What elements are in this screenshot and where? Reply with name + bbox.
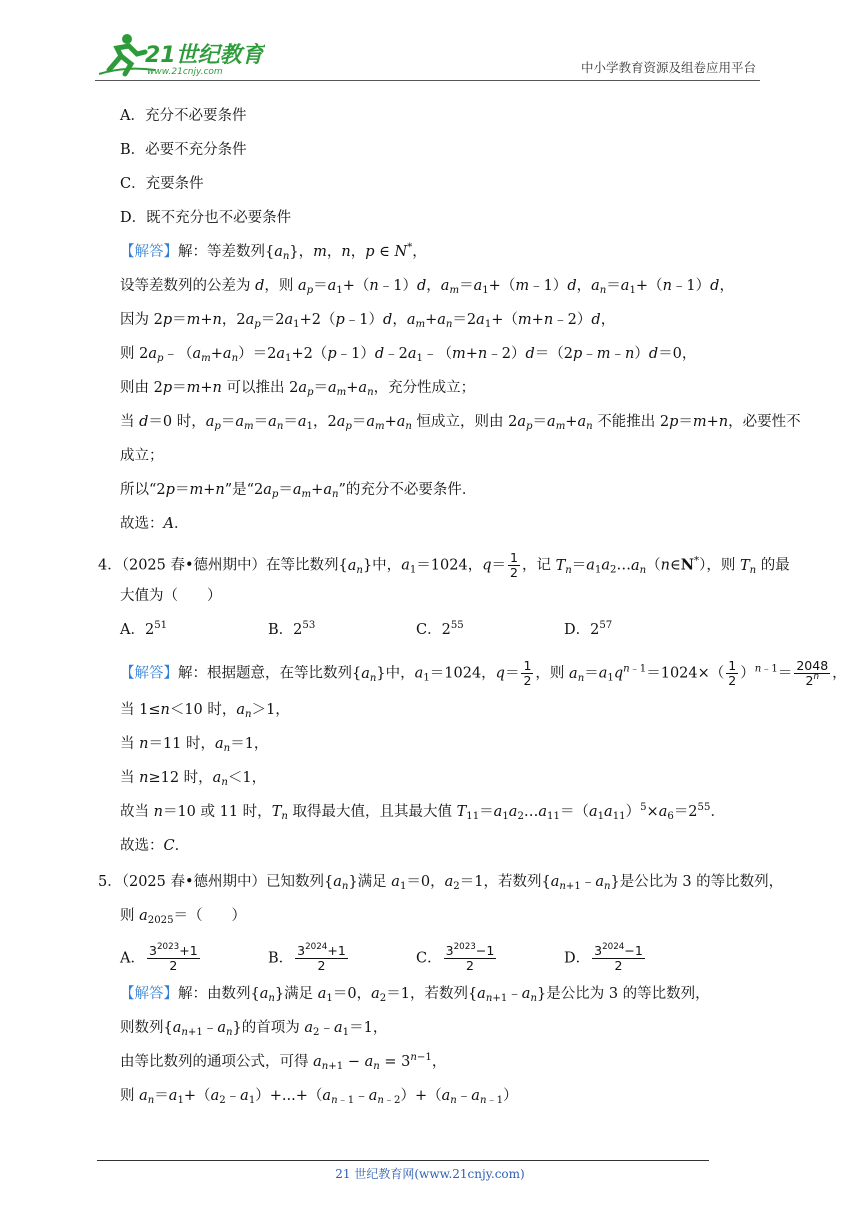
q3-solution-line: 所以“2p＝m+n”是“$2a_p=a_m+a_n$”的充分不必要条件．	[120, 482, 477, 500]
q4-choice: 故选：C．	[120, 838, 190, 854]
q3-solution-line: 成立；	[120, 448, 164, 464]
q5-solution-line: 由等比数列的通项公式，可得 $a_{n+1} - a_n = 3^{n-1}$，	[120, 1052, 447, 1072]
q4-solution-line: 当 n≥12 时，$a_n<1$，	[120, 770, 267, 788]
q4-solution-line: 【解答】解：根据题意，在等比数列$\{a_n\}$中，$a_1=1024$，q＝ $\frac{1}{2}$ ，则 $a_n=a_1q^{n﹣1}=1024\times$（ $\frac{1}{2}$ ）$^{n﹣1}$＝ $\frac{2048}{2^n}$ ，	[120, 658, 847, 688]
q3-solution-line: 则由 2p＝m+n 可以推出 $2a_p=a_m+a_n$，充分性成立；	[120, 380, 476, 398]
q4-solution-line: 故当 n＝10 或 11 时，$T_n$ 取得最大值，且其最大值 $T_{11}=a_1a_2\dots a_{11}=(a_1a_{11})^5\times a_6=2^{55}$．	[120, 802, 725, 822]
q4-option-d: D．$2^{57}$	[564, 620, 613, 638]
q3-solution-line: 则 $2a_p﹣(a_m+a_n)=2a_1+2(p﹣1)d﹣2a_1﹣(m+n﹣2)d=(2p﹣m﹣n)d=0$，	[120, 346, 697, 364]
q4-option-a: A．$2^{51}$	[120, 620, 168, 638]
answer-tag: 【解答】	[120, 244, 178, 260]
answer-tag: 【解答】	[120, 665, 178, 682]
q3-option-c: C．充要条件	[120, 176, 204, 192]
answer-tag: 【解答】	[120, 986, 178, 1002]
svg-text:21世纪教育: 21世纪教育	[145, 43, 264, 68]
q3-solution-line: 当 d＝0 时，$a_p=a_m=a_n=a_1$，$2a_p=a_m+a_n$ 恒成立，则由 $2a_p=a_m+a_n$ 不能推出 2p＝m+n，必要性不	[120, 414, 801, 432]
q4-solution-line: 当 n＝11 时，$a_n=1$，	[120, 736, 269, 754]
q3-solution-line: 设等差数列的公差为 d，则 $a_p=a_1+(n﹣1)d$，$a_m=a_1+(m﹣1)d$，$a_n=a_1+(n﹣1)d$，	[120, 278, 734, 296]
q5-stem: 5．（2025 春•德州期中）已知数列$\{a_n\}$满足 $a_1=0$，$a_2=1$，若数列$\{a_{n+1}﹣a_n\}$是公比为 3 的等比数列，	[98, 874, 784, 892]
q5-option-d: D． $\frac{3^{2024}-1}{2}$	[564, 942, 643, 973]
q4-stem: 4．（2025 春•德州期中）在等比数列$\{a_n\}$中，$a_1=1024$，q＝ $\frac{1}{2}$ ，记 $T_n=a_1a_2\dots a_n(n\in N^*)$，则 $T_n$ 的最	[98, 550, 790, 580]
site-logo	[95, 30, 265, 78]
q4-stem-cont: 大值为（ ）	[120, 588, 222, 604]
q5-stem-cont: 则 $a_{2025}=$（ ）	[120, 908, 247, 926]
q5-option-c: C． $\frac{3^{2023}-1}{2}$	[416, 942, 495, 973]
platform-name: 中小学教育资源及组卷应用平台	[580, 60, 756, 75]
page-header	[95, 30, 760, 81]
q4-option-b: B．$2^{53}$	[268, 620, 316, 638]
q3-choice: 故选：A．	[120, 516, 189, 532]
q3-solution-line: 【解答】解：等差数列$\{a_n\}$，m，n，p ∈ N*，	[120, 242, 427, 262]
q4-option-c: C．$2^{55}$	[416, 620, 464, 638]
svg-text:www.21cnjy.com: www.21cnjy.com	[147, 67, 223, 77]
footer-divider	[97, 1160, 709, 1161]
q4-solution-line: 当 1≤n＜10 时，$a_n>1$，	[120, 702, 290, 720]
q3-solution-line: 因为 2p＝m+n，$2a_p=2a_1+2(p﹣1)d$，$a_m+a_n=2a_1+(m+n﹣2)d$，	[120, 312, 616, 330]
q5-option-a: A． $\frac{3^{2023}+1}{2}$	[120, 942, 198, 973]
q5-solution-line: 【解答】解：由数列$\{a_n\}$满足 $a_1=0$，$a_2=1$，若数列$\{a_{n+1}﹣a_n\}$是公比为 3 的等比数列，	[120, 986, 710, 1004]
q5-solution-line: 则数列$\{a_{n+1}﹣a_n\}$的首项为 $a_2﹣a_1=1$，	[120, 1020, 388, 1038]
page-footer: 21 世纪教育网(www.21cnjy.com)	[335, 1167, 525, 1181]
q5-solution-line: 则 $a_n=a_1+(a_2﹣a_1)+...+(a_{n﹣1}﹣a_{n﹣2})+(a_n﹣a_{n﹣1})$	[120, 1088, 518, 1106]
q3-option-d: D．既不充分也不必要条件	[120, 210, 292, 226]
q5-option-b: B． $\frac{3^{2024}+1}{2}$	[268, 942, 346, 973]
q3-option-b: B．必要不充分条件	[120, 142, 247, 158]
q3-option-a: A．充分不必要条件	[120, 108, 247, 124]
